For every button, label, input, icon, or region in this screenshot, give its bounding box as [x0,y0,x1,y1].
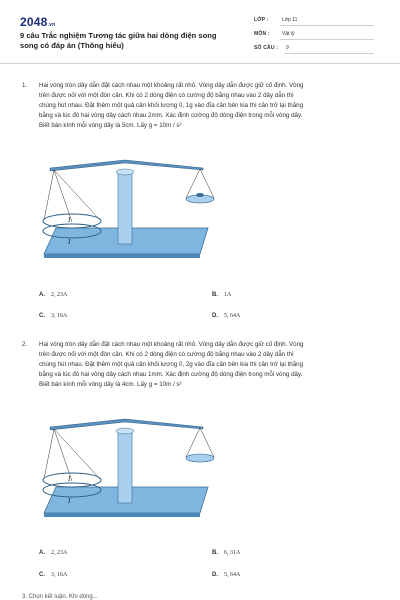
document-title: 9 câu Trắc nghiệm Tương tác giữa hai dòng điện song song có đáp án (Thông hiểu) [20,31,217,50]
option-letter: C. [39,313,45,319]
balance-pillar [118,431,132,503]
current-label: I [68,475,71,483]
answer-option[interactable] [39,550,67,556]
question-number: 2. [22,341,28,348]
meta-label: SỐ CÂU : [254,45,279,51]
balance-figure [38,409,218,524]
question-line: Hai vòng tròn dây dẫn đặt cách nhau một khoảng rất nhỏ. Vòng dây dẫn được giữ cố định. Vòng [39,341,304,348]
right-string [200,428,214,457]
question-line: Hai vòng tròn dây dẫn đặt cách nhau một khoảng rất nhỏ. Vòng dây dẫn được giữ cố định. Vòng [39,82,304,89]
option-value: 2, 23A [51,292,68,298]
pillar-top [116,428,134,434]
answer-option[interactable] [212,550,240,556]
meta-underline [284,53,374,54]
question-line: bằng và lúc đó hai vòng dây cách nhau 1mm. Xác định cường độ dòng điện trong mỗi vòng dây. [39,371,303,378]
question-line: trên được nối với một đòn cân. Khi có 2 dòng điện có cường độ bằng nhau vào 2 dây dẫn thì [39,351,294,358]
option-letter: D. [212,572,218,578]
right-pan [186,454,214,462]
balance-pillar [118,172,132,244]
question-line: Biết bán kính mỗi vòng dây là 4cm. Lấy g = 10m / s² [39,381,182,388]
option-value: 3, 16A [51,313,68,319]
site-logo[interactable] [20,15,55,29]
answer-option[interactable] [39,572,67,578]
meta-count [254,45,374,59]
page-header [0,0,400,64]
left-string [44,170,54,220]
meta-value: Lớp 11 [282,17,298,23]
question-text [39,81,383,131]
option-letter: A. [39,292,45,298]
option-letter: D. [212,313,218,319]
option-letter: C. [39,572,45,578]
option-value: 5, 64A [224,313,241,319]
meta-grade [254,17,374,31]
meta-underline [280,39,374,40]
option-value: 6, 31A [224,550,241,556]
right-string [186,428,200,457]
logo-text: 2048 [20,15,48,29]
question-line: Biết bán kính mỗi vòng dây là 5cm. Lấy g = 10m / s² [39,122,182,129]
option-value: 2, 23A [51,550,68,556]
question-line: chúng hút nhau. Đặt thêm một quả cân khối lượng 0, 1g vào đĩa cân bên kia thì cân trở lại thăng [39,102,304,109]
left-string [54,170,100,220]
meta-label: MÔN : [254,31,270,37]
question-line: chúng hút nhau. Đặt thêm một quả cân khối lượng 0, 2g vào đĩa cân bên kia thì cân trở lại thăng [39,361,304,368]
left-string [44,429,54,479]
base-plate-edge [44,513,200,517]
option-letter: A. [39,550,45,556]
answer-option[interactable] [212,292,231,298]
option-value: 5, 64A [224,572,241,578]
weight-block [196,193,204,197]
option-letter: B. [212,292,218,298]
answer-option[interactable] [212,572,240,578]
question-line: trên được nối với một đòn cân. Khi có 2 dòng điện có cường độ bằng nhau vào 2 dây dẫn thì [39,92,294,99]
current-label: I [68,238,71,246]
option-value: 3, 16A [51,572,68,578]
meta-underline [280,25,374,26]
question-text [39,340,383,390]
balance-figure [38,150,218,265]
answer-option[interactable] [39,313,67,319]
answer-option[interactable] [39,292,67,298]
question-number: 1. [22,82,28,89]
logo-suffix: .vn [47,22,56,28]
pillar-top [116,169,134,175]
option-letter: B. [212,550,218,556]
meta-value: Vật lý [282,31,295,37]
meta-label: LỚP : [254,17,269,23]
meta-subject [254,31,374,45]
base-plate-edge [44,254,200,258]
current-label: I [68,216,71,224]
current-label: I [68,497,71,505]
meta-value: 9 [286,45,289,51]
left-string [54,429,100,479]
option-value: 1A [224,292,232,298]
next-question-partial: 3. Chọn kết luận. Khi dòng... [22,594,98,600]
question-line: bằng và lúc đó hai vòng dây cách nhau 2mm. Xác định cường độ dòng điện trong mỗi vòng dây. [39,112,303,119]
answer-option[interactable] [212,313,240,319]
